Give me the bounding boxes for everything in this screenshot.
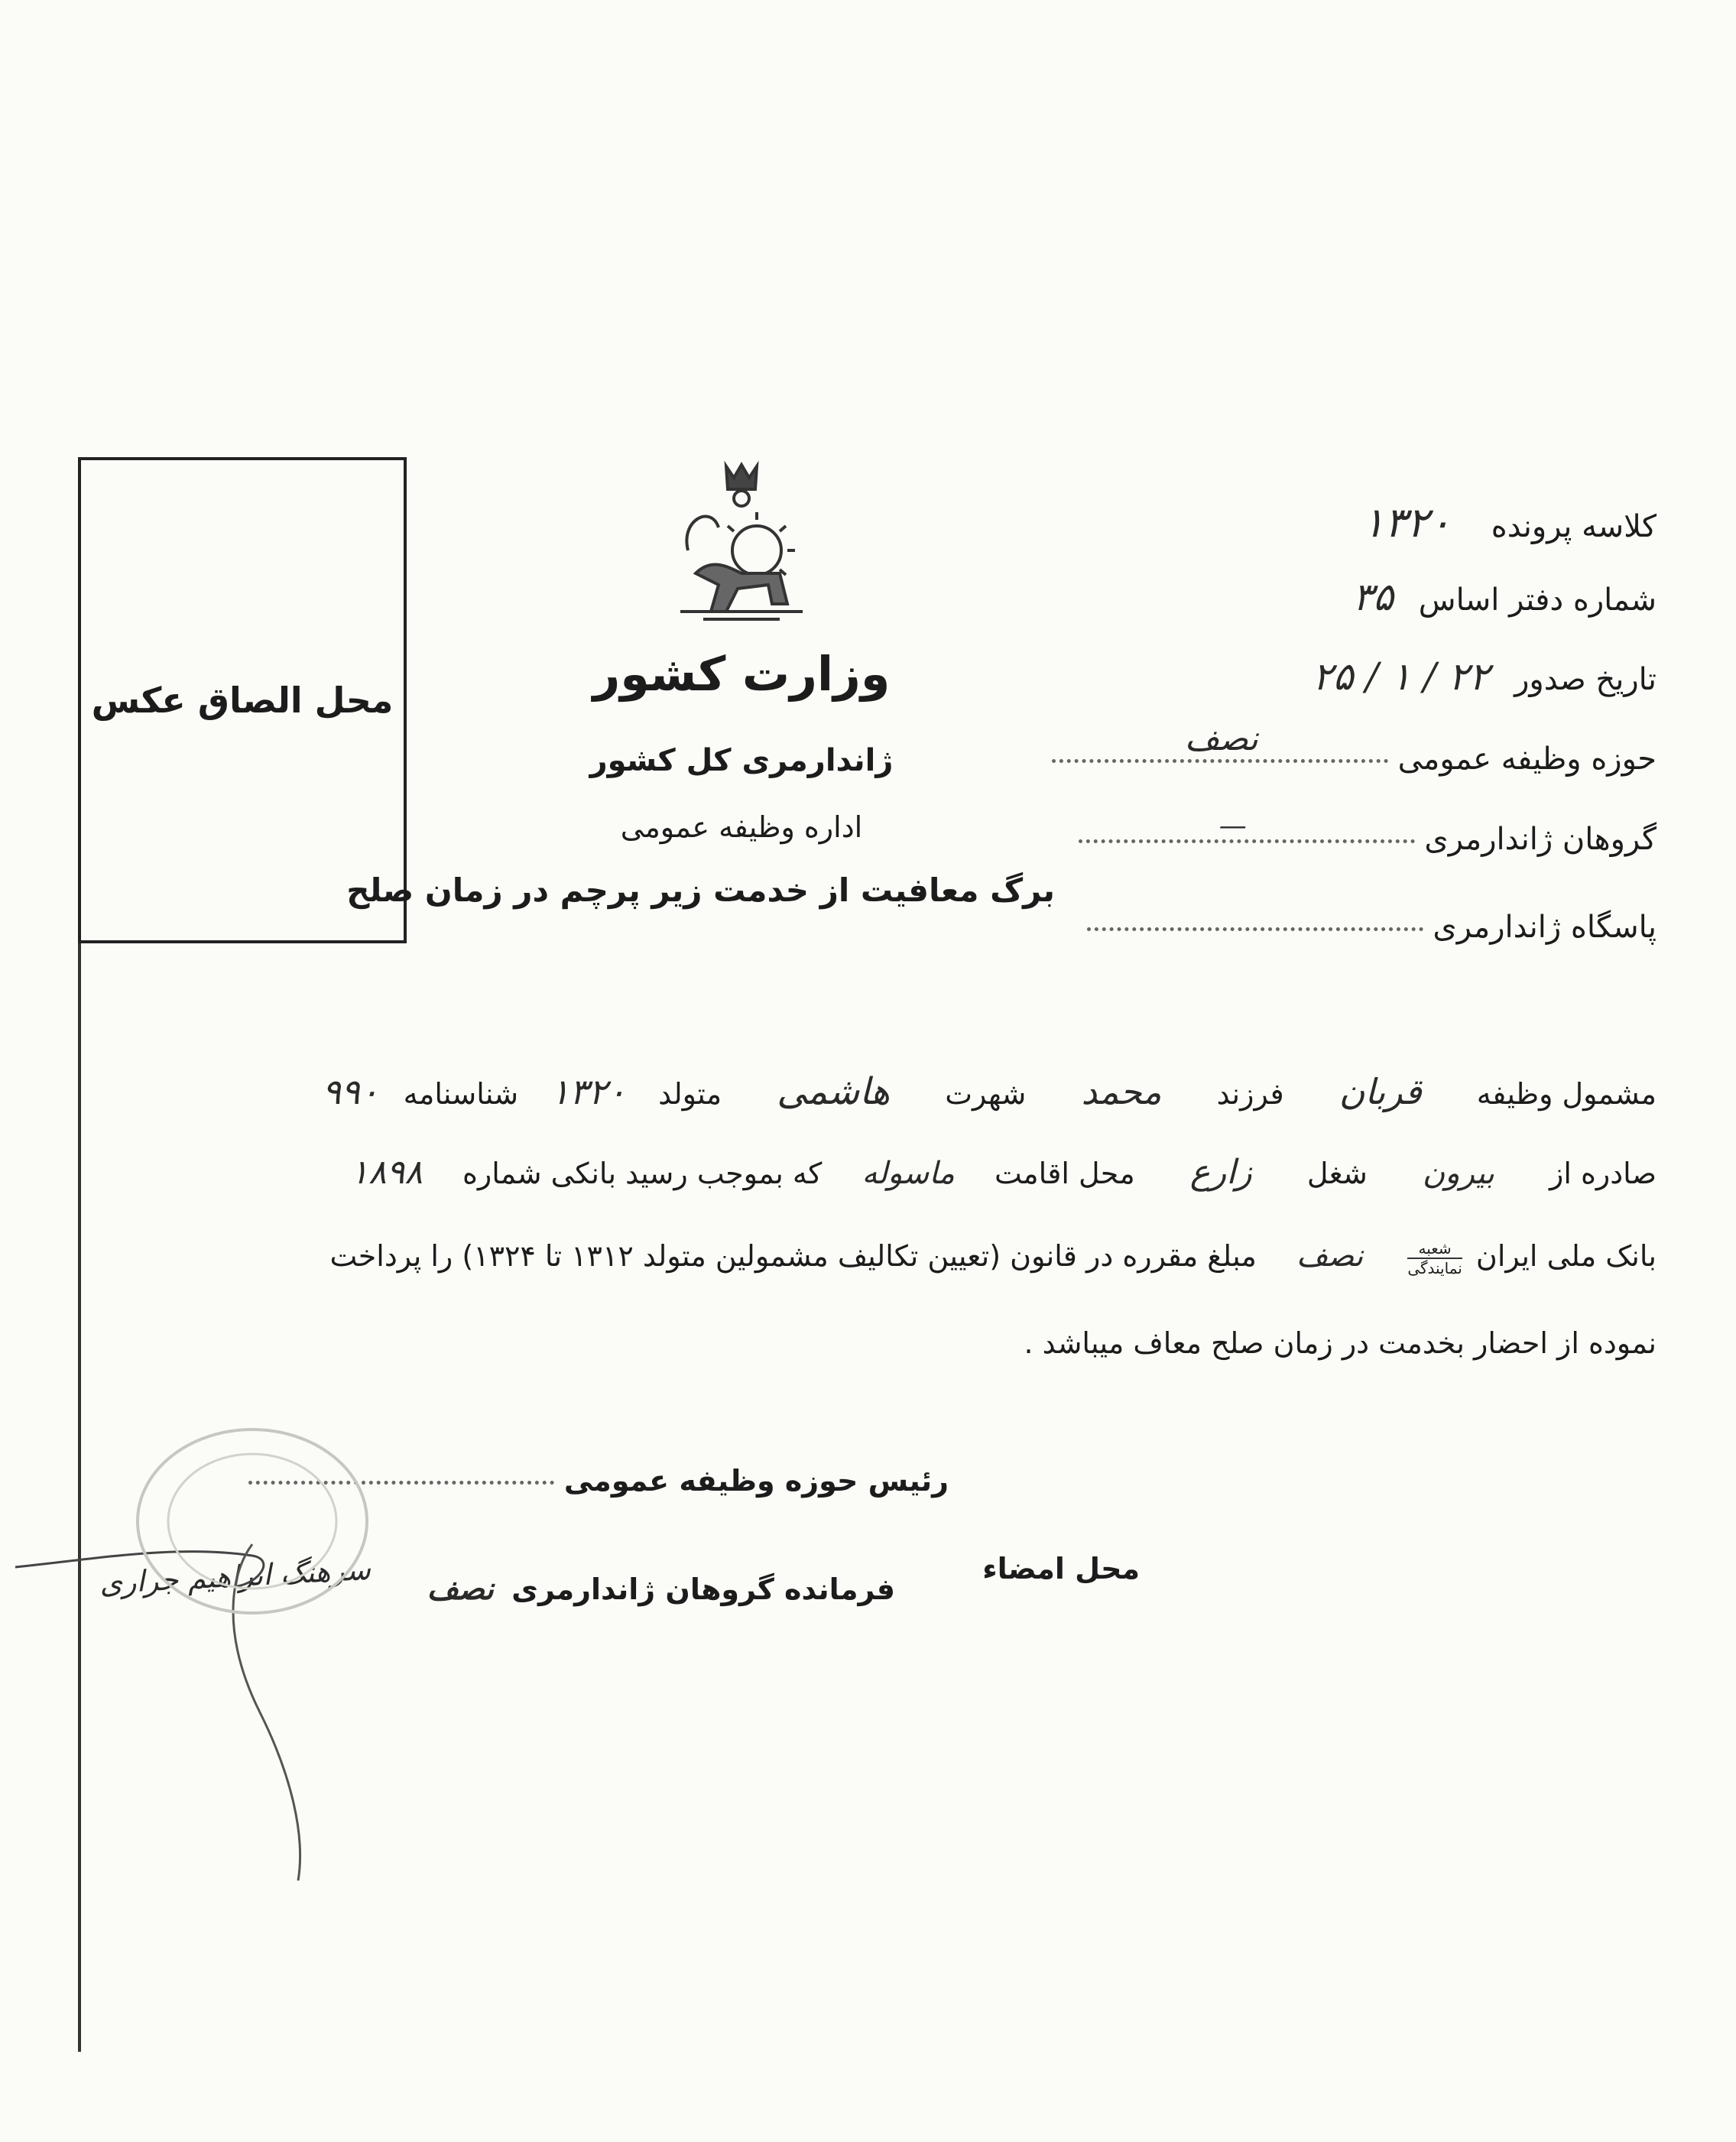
text-branch: شعبه — [1407, 1239, 1462, 1259]
body-line-1 — [322, 1070, 1657, 1113]
text-surname: شهرت — [945, 1077, 1027, 1111]
field-issued-from: بیرون — [1422, 1156, 1494, 1191]
meta-value: ۳۵ — [1352, 575, 1394, 619]
text-issued-from: صادره از — [1549, 1157, 1657, 1190]
meta-label: حوزه وظیفه عمومی — [1397, 742, 1657, 777]
meta-register-number — [1352, 575, 1657, 619]
text-conscript: مشمول وظیفه — [1476, 1077, 1657, 1111]
text-bank-melli: بانک ملی ایران — [1475, 1239, 1657, 1273]
photo-placeholder — [78, 457, 407, 943]
field-receipt-number: ۱۸۹۸ — [350, 1153, 423, 1192]
text-id-card: شناسنامه — [403, 1077, 519, 1111]
text-receipt-number: که بموجب رسید بانکی شماره — [462, 1157, 823, 1190]
handwritten-signature: سرهنگ ابراهیم جراری — [99, 1552, 372, 1601]
text-legal-amount: مبلغ مقرره در قانون (تعیین تکالیف مشمولین متولد ۱۳۱۲ تا ۱۳۲۴) را پرداخت — [329, 1239, 1257, 1273]
text-residence: محل اقامت — [994, 1157, 1135, 1190]
meta-label: گروهان ژاندارمری — [1424, 822, 1657, 857]
meta-value: ۱۳۲۰ — [1362, 498, 1452, 547]
text-agency: نمایندگی — [1407, 1258, 1462, 1277]
photo-placeholder-label: محل الصاق عکس — [91, 680, 394, 721]
field-birth-year: ۱۳۲۰ — [550, 1071, 627, 1112]
body-line-3 — [329, 1238, 1657, 1277]
field-name: قربان — [1339, 1071, 1422, 1112]
field-id-number: ۹۹۰ — [322, 1071, 379, 1112]
body-line-2 — [350, 1153, 1657, 1192]
meta-value: — — [1218, 810, 1247, 842]
text-commander: فرمانده گروهان ژاندارمری — [511, 1572, 895, 1606]
dotted-line — [1052, 719, 1388, 763]
text-born: متولد — [658, 1077, 722, 1111]
meta-value: ۲۲ / ۱ / ۲۵ — [1312, 654, 1490, 699]
field-father-name: محمد — [1081, 1071, 1162, 1112]
meta-gendarmerie-company — [1079, 810, 1657, 857]
department-name: اداره وظیفه عمومی — [620, 810, 863, 844]
field-surname: هاشمی — [777, 1070, 891, 1113]
meta-label: تاریخ صدور — [1514, 662, 1657, 697]
dotted-line — [1087, 927, 1423, 931]
text-occupation: شغل — [1306, 1157, 1368, 1190]
ministry-title: وزارت کشور — [592, 646, 891, 702]
branch-fraction — [1407, 1239, 1462, 1277]
meta-issue-date — [1313, 654, 1657, 699]
dotted-line — [1079, 810, 1415, 843]
commander-title — [427, 1571, 895, 1607]
lion-and-sun-emblem-icon — [665, 459, 818, 634]
meta-label: پاسگاه ژاندارمری — [1433, 910, 1657, 945]
form-title: برگ معافیت از خدمت زیر پرچم در زمان صلح — [346, 871, 1055, 909]
text-chief: رئیس حوزه وظیفه عمومی — [563, 1464, 949, 1498]
body-line-4: نموده از احضار بخدمت در زمان صلح معاف میباشد . — [1024, 1326, 1657, 1360]
field-residence: ماسوله — [862, 1156, 955, 1191]
meta-value: نصف — [1184, 719, 1258, 758]
field-commander-unit: نصف — [427, 1571, 494, 1607]
meta-label: شماره دفتر اساس — [1418, 583, 1657, 618]
meta-file-number — [1362, 498, 1657, 547]
field-occupation: زارع — [1189, 1153, 1252, 1192]
text-child-of: فرزند — [1216, 1077, 1284, 1111]
meta-gendarmerie-post — [1087, 910, 1657, 945]
signature-place: محل امضاء — [982, 1552, 1140, 1585]
field-bank-branch: نصف — [1296, 1238, 1364, 1274]
meta-label: کلاسه پرونده — [1491, 509, 1657, 544]
faded-stamp-icon — [122, 1414, 382, 1628]
organization-name: ژاندارمری کل کشور — [589, 743, 894, 778]
meta-duty-zone — [1052, 719, 1657, 777]
